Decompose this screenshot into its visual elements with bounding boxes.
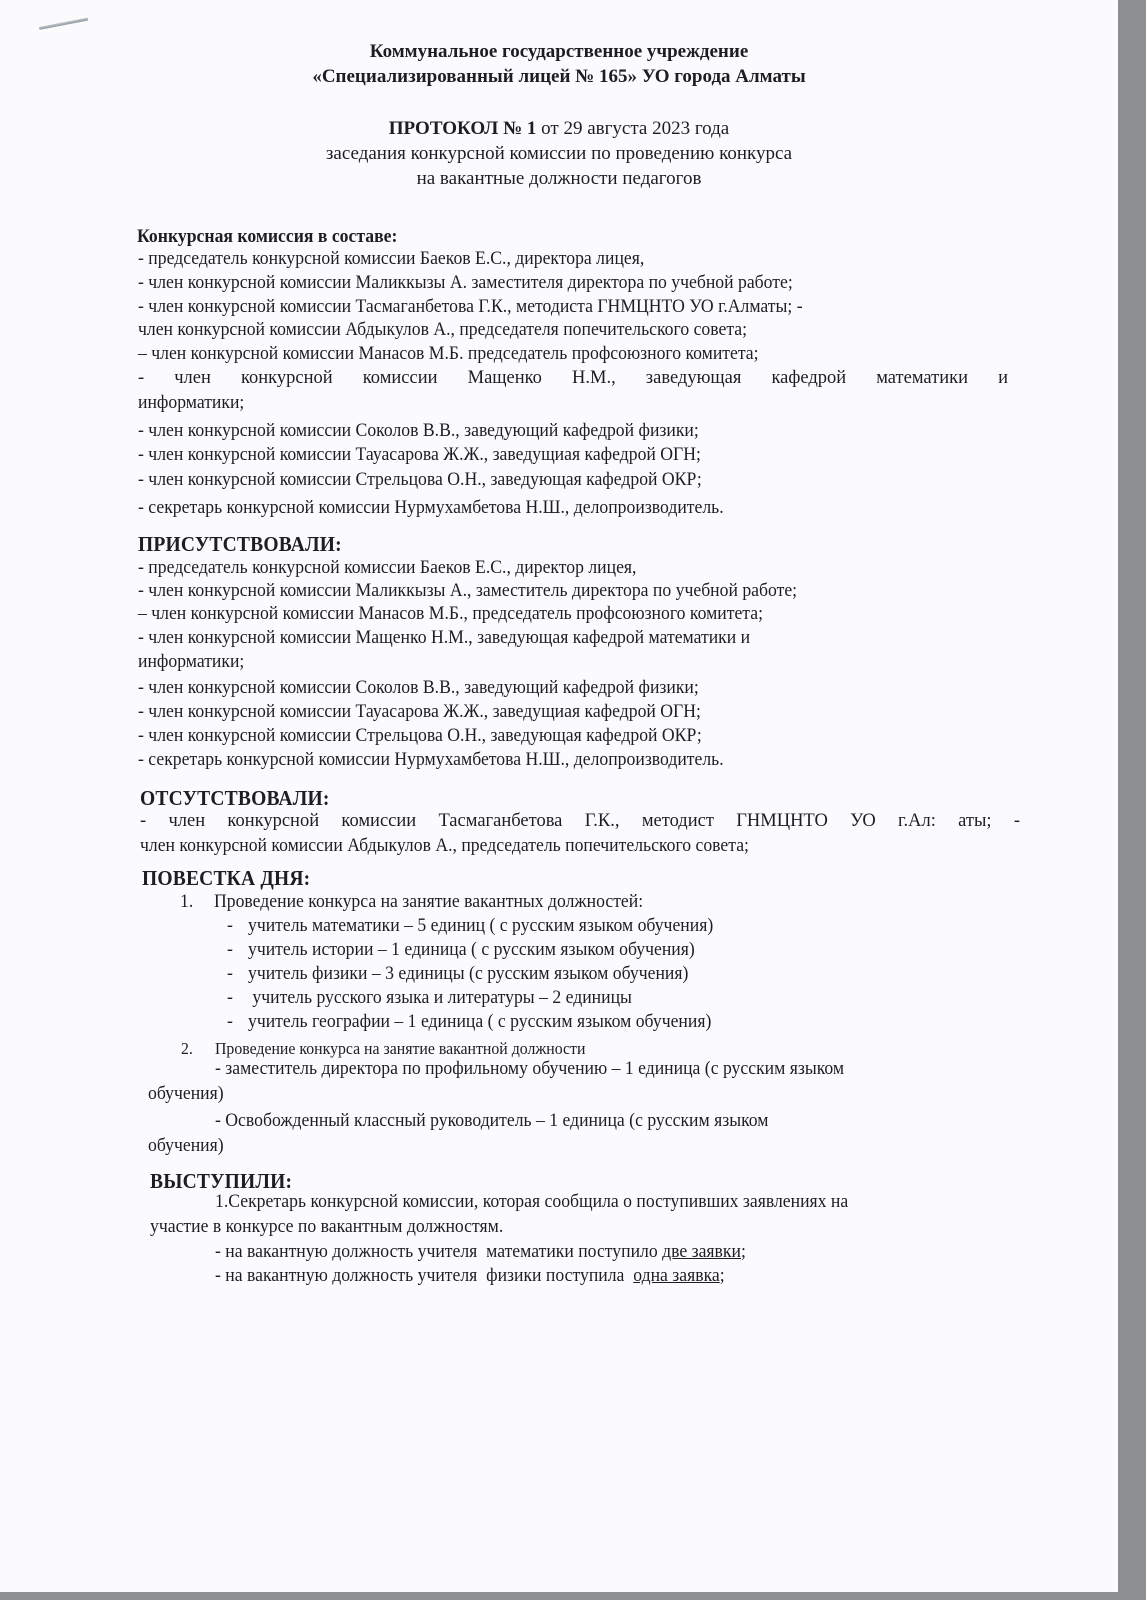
absent-line: член конкурсной комиссии Абдыкулов А., председатель попечительского совета; <box>140 835 749 856</box>
applications-physics-text: - на вакантную должность учителя физики поступила <box>215 1265 634 1286</box>
bullet-icon: - <box>227 987 233 1008</box>
agenda-item-2-line: обучения) <box>148 1135 224 1156</box>
agenda-item-2-line: - Освобожденный классный руководитель – 1 единица (с русским языком <box>215 1110 769 1131</box>
commission-line: информатики; <box>138 392 245 413</box>
bullet-icon: - <box>227 1011 233 1032</box>
commission-heading: Конкурсная комиссия в составе: <box>137 226 398 247</box>
commission-line: - председатель конкурсной комиссии Баеков Е.С., директора лицея, <box>138 248 645 269</box>
protocol-number: ПРОТОКОЛ № 1 <box>388 118 537 139</box>
agenda-subitem: учитель физики – 3 единицы (с русским языком обучения) <box>248 963 689 984</box>
protocol-date: от 29 августа 2023 года <box>536 118 730 139</box>
commission-line: - член конкурсной комиссии Тасмаганбетова Г.К., методиста ГНМЦНТО УО г.Алматы; - <box>138 296 803 317</box>
commission-line: - член конкурсной комиссии Стрельцова О.Н., заведующая кафедрой ОКР; <box>138 469 702 490</box>
agenda-item-2-line: обучения) <box>148 1083 224 1104</box>
applications-physics-suffix: ; <box>719 1265 725 1286</box>
agenda-subitem: учитель русского языка и литературы – 2 единицы <box>248 987 632 1008</box>
agenda-item-2: Проведение конкурса на занятие вакантной должности <box>215 1039 586 1058</box>
applications-math <box>215 1241 746 1263</box>
org-name-line1: Коммунальное государственное учреждение <box>369 41 749 62</box>
protocol-subtitle-line2: на вакантные должности педагогов <box>416 168 702 189</box>
speakers-heading: ВЫСТУПИЛИ: <box>150 1169 293 1193</box>
applications-physics-count: одна заявка <box>633 1265 720 1286</box>
org-name-line2: «Специализированный лицей № 165» УО города Алматы <box>312 66 806 87</box>
staple-mark <box>39 17 89 29</box>
agenda-subitem: учитель географии – 1 единица ( с русским языком обучения) <box>248 1011 712 1032</box>
present-line: - член конкурсной комиссии Мащенко Н.М., заведующая кафедрой математики и <box>138 627 751 648</box>
absent-line: - член конкурсной комиссии Тасмаганбетова Г.К., методист ГНМЦНТО УО г.Ал: аты; - <box>140 811 1020 831</box>
agenda-item-2-line: - заместитель директора по профильному обучению – 1 единица (с русским языком <box>215 1058 845 1079</box>
agenda-subitem: учитель истории – 1 единица ( с русским языком обучения) <box>248 939 695 960</box>
applications-math-suffix: ; <box>740 1241 746 1262</box>
agenda-item-number: 1. <box>180 891 194 912</box>
present-line: - член конкурсной комиссии Стрельцова О.Н., заведующая кафедрой ОКР; <box>138 725 702 746</box>
commission-line: - член конкурсной комиссии Маликкызы А. заместителя директора по учебной работе; <box>138 272 793 293</box>
bullet-icon: - <box>227 939 233 960</box>
present-line: - член конкурсной комиссии Соколов В.В., заведующий кафедрой физики; <box>138 677 699 698</box>
present-line: - член конкурсной комиссии Маликкызы А., заместитель директора по учебной работе; <box>138 580 798 601</box>
present-line: – член конкурсной комиссии Манасов М.Б., председатель профсоюзного комитета; <box>138 603 763 624</box>
agenda-item-1: Проведение конкурса на занятие вакантных должностей: <box>214 891 644 912</box>
bullet-icon: - <box>227 915 233 936</box>
commission-line: – член конкурсной комиссии Манасов М.Б. председатель профсоюзного комитета; <box>138 343 759 364</box>
present-line: - секретарь конкурсной комиссии Нурмухамбетова Н.Ш., делопроизводитель. <box>138 749 724 770</box>
commission-line: - секретарь конкурсной комиссии Нурмухамбетова Н.Ш., делопроизводитель. <box>138 497 724 518</box>
commission-line: - член конкурсной комиссии Тауасарова Ж.Ж., заведущиая кафедрой ОГН; <box>138 444 701 465</box>
protocol-title <box>0 118 1118 140</box>
commission-line: член конкурсной комиссии Абдыкулов А., председателя попечительского совета; <box>138 319 748 340</box>
protocol-subtitle-line1: заседания конкурсной комиссии по проведению конкурса <box>325 143 793 164</box>
applications-physics <box>215 1265 725 1287</box>
commission-line: - член конкурсной комиссии Мащенко Н.М., заведующая кафедрой математики и <box>138 368 1008 388</box>
applications-math-count: две заявки <box>662 1241 741 1262</box>
present-heading: ПРИСУТСТВОВАЛИ: <box>138 532 342 556</box>
bullet-icon: - <box>227 963 233 984</box>
absent-heading: ОТСУТСТВОВАЛИ: <box>140 786 330 810</box>
applications-math-text: - на вакантную должность учителя математики поступило <box>215 1241 663 1262</box>
agenda-heading: ПОВЕСТКА ДНЯ: <box>142 866 311 890</box>
agenda-item-number: 2. <box>181 1039 193 1058</box>
speakers-line: участие в конкурсе по вакантным должностям. <box>150 1216 504 1237</box>
commission-line: - член конкурсной комиссии Соколов В.В., заведующий кафедрой физики; <box>138 420 699 441</box>
present-line: - председатель конкурсной комиссии Баеков Е.С., директор лицея, <box>138 557 637 578</box>
present-line: - член конкурсной комиссии Тауасарова Ж.Ж., заведущиая кафедрой ОГН; <box>138 701 701 722</box>
speakers-line: 1.Секретарь конкурсной комиссии, которая сообщила о поступивших заявлениях на <box>215 1191 849 1212</box>
agenda-subitem: учитель математики – 5 единиц ( с русским языком обучения) <box>248 915 714 936</box>
present-line: информатики; <box>138 651 245 672</box>
